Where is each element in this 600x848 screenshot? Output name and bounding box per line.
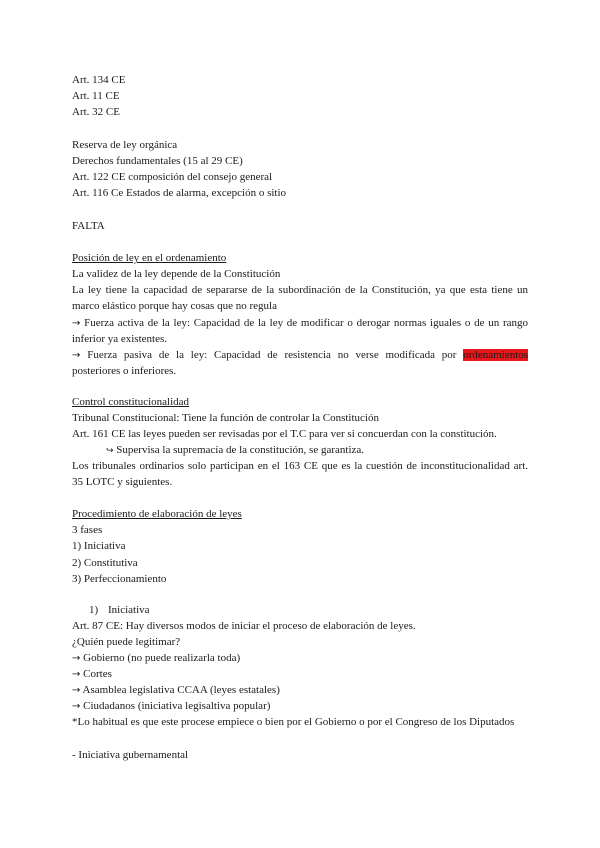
right-arrow-icon: → bbox=[72, 685, 81, 696]
text-span: Fuerza activa de la ley: Capacidad de la ley de modificar o derogar normas iguales o de un rango bbox=[84, 317, 529, 329]
footnote-line: *Lo habitual es que este procese empiece o bien por el Gobierno o por el Congreso de los Diputados bbox=[72, 716, 515, 728]
right-arrow-icon: → bbox=[72, 318, 81, 329]
right-arrow-icon: → bbox=[72, 701, 81, 712]
text-line: La ley tiene la capacidad de separarse de la subordinación de la Constitución, ya que esta tiene un bbox=[72, 284, 528, 296]
list-item: 2) Constitutiva bbox=[72, 557, 138, 569]
right-arrow-icon: → bbox=[72, 653, 81, 664]
text-line: marco elástico porque hay cosas que no regula bbox=[72, 300, 277, 312]
text-span: Ciudadanos (iniciativa legisaltiva popular) bbox=[83, 700, 271, 712]
text-line: inferior ya existentes. bbox=[72, 333, 167, 345]
section-heading-posicion: Posición de ley en el ordenamiento bbox=[72, 252, 227, 264]
sub-point-line bbox=[106, 443, 364, 458]
text-line: Art. 116 Ce Estados de alarma, excepción o sitio bbox=[72, 187, 287, 199]
text-line: Art. 161 CE las leyes pueden ser revisadas por el T.C para ver si concuerdan con la constitución. bbox=[72, 428, 497, 440]
list-item bbox=[72, 683, 280, 698]
text-line: La validez de la ley depende de la Constitución bbox=[72, 268, 281, 280]
fuerza-activa-line bbox=[72, 316, 528, 331]
text-span: Fuerza pasiva de la ley: Capacidad de resistencia no verse modificada por bbox=[87, 349, 457, 361]
text-line: 3 fases bbox=[72, 524, 103, 536]
text-line: Los tribunales ordinarios solo participan en el 163 CE que es la cuestión de inconstitucionalidad art. bbox=[72, 460, 528, 472]
article-ref: Art. 134 CE bbox=[72, 74, 126, 86]
text-line: Reserva de ley orgánica bbox=[72, 139, 178, 151]
falta-label: FALTA bbox=[72, 220, 105, 232]
text-line: ¿Quién puede legitimar? bbox=[72, 636, 181, 648]
subsection-number: 1) bbox=[89, 604, 99, 616]
fuerza-pasiva-line bbox=[72, 348, 528, 363]
text-line: Tribunal Constitucional: Tiene la función de controlar la Constitución bbox=[72, 412, 379, 424]
article-ref: Art. 32 CE bbox=[72, 106, 120, 118]
text-line: Art. 122 CE composición del consejo general bbox=[72, 171, 273, 183]
text-line: posteriores o inferiores. bbox=[72, 365, 177, 377]
section-heading-procedimiento: Procedimiento de elaboración de leyes bbox=[72, 508, 242, 520]
text-span: Supervisa la supremacía de la constitución, se garantiza. bbox=[116, 444, 365, 456]
list-item: 3) Perfeccionamiento bbox=[72, 573, 167, 585]
subsection-title: Iniciativa bbox=[108, 604, 150, 616]
article-ref: Art. 11 CE bbox=[72, 90, 120, 102]
highlighted-word: ordenamientos bbox=[463, 349, 529, 361]
text-span: Cortes bbox=[83, 668, 112, 680]
list-item bbox=[72, 667, 112, 682]
right-arrow-icon: → bbox=[72, 669, 81, 680]
text-span: Gobierno (no puede realizarla toda) bbox=[83, 652, 241, 664]
return-arrow-icon: ↪ bbox=[106, 446, 114, 456]
right-arrow-icon: → bbox=[72, 350, 81, 361]
text-line: Art. 87 CE: Hay diversos modos de iniciar el proceso de elaboración de leyes. bbox=[72, 620, 416, 632]
list-item bbox=[72, 651, 240, 666]
text-span: Asamblea legislativa CCAA (leyes estatales) bbox=[82, 684, 280, 696]
text-line: 35 LOTC y siguientes. bbox=[72, 476, 173, 488]
list-item: 1) Iniciativa bbox=[72, 540, 126, 552]
list-item bbox=[72, 699, 270, 714]
text-line: Derechos fundamentales (15 al 29 CE) bbox=[72, 155, 243, 167]
text-line: - Iniciativa gubernamental bbox=[72, 749, 189, 761]
section-heading-control: Control constitucionalidad bbox=[72, 396, 190, 408]
